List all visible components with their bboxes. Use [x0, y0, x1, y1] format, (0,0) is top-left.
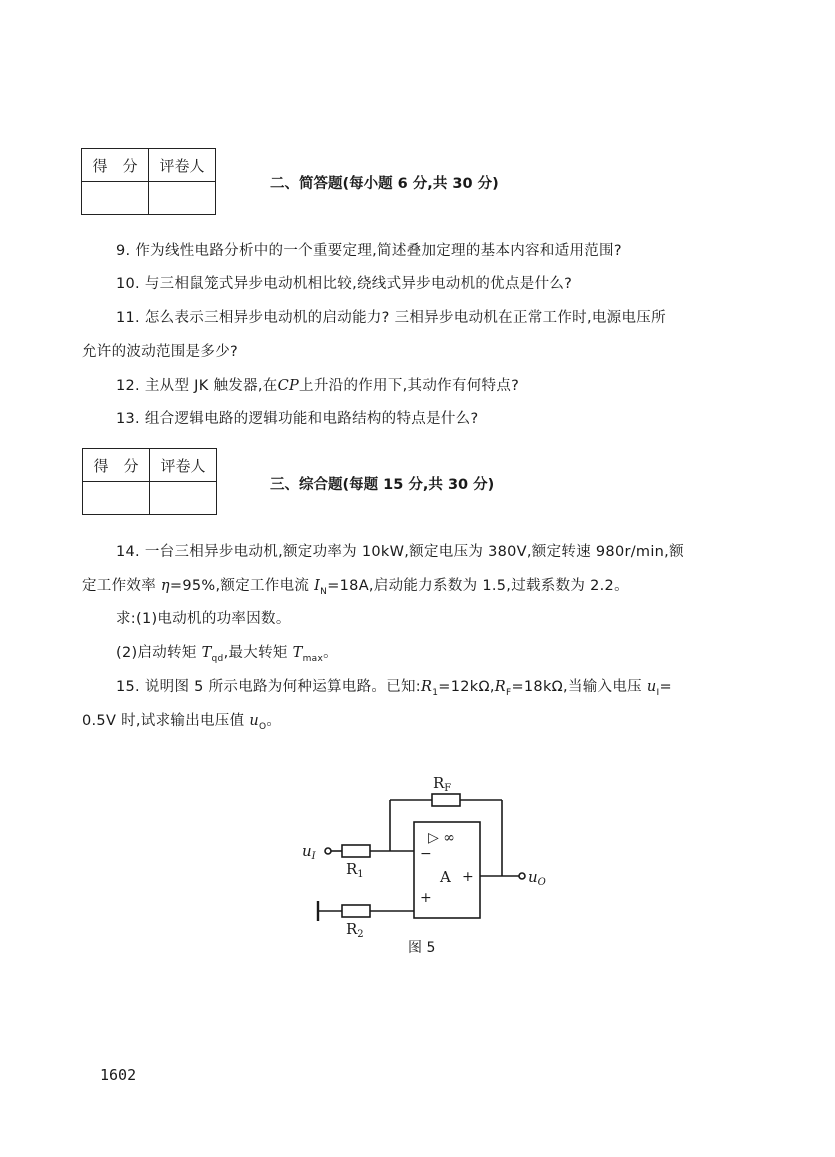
section-title-comprehensive: 三、综合题(每题 15 分,共 30 分): [270, 477, 495, 493]
score-table: [82, 448, 217, 515]
input-label: $u_I$: [302, 842, 316, 862]
output-terminal: [519, 873, 525, 879]
q12-rest: 上升沿的作用下,其动作有何特点?: [299, 378, 520, 394]
score-table: [81, 148, 216, 215]
grader-cell: [149, 182, 216, 215]
noninverting-sign: +: [420, 890, 432, 906]
page-code: 1602: [100, 1066, 137, 1084]
opamp-label: A: [440, 868, 451, 886]
question-10: 10. 与三相鼠笼式异步电动机相比较,绕线式异步电动机的优点是什么?: [116, 276, 573, 292]
grader-cell: [150, 482, 217, 515]
question-14-ask-1: 求:(1)电动机的功率因数。: [116, 611, 291, 627]
grader-header: 评卷人: [150, 449, 217, 482]
question-14: 14. 一台三相异步电动机,额定功率为 10kW,额定电压为 380V,额定转速 980r/min,额: [116, 544, 684, 560]
question-11: 11. 怎么表示三相异步电动机的启动能力? 三相异步电动机在正常工作时,电源电压所: [116, 310, 666, 326]
question-14-ask-2: (2)启动转矩 $T_{qd}$,最大转矩 $T_{max}$。: [116, 645, 338, 664]
score-cell: [82, 182, 149, 215]
figure-caption: 图 5: [408, 940, 436, 956]
grader-header: 评卷人: [149, 149, 216, 182]
resistor-rf: [432, 794, 460, 806]
q12-cp: CP: [277, 378, 300, 394]
r1-label: $R_1$: [346, 860, 364, 880]
inverting-sign: −: [420, 846, 432, 862]
resistor-r2: [342, 905, 370, 917]
section-title-short-answer: 二、简答题(每小题 6 分,共 30 分): [270, 176, 499, 192]
input-terminal: [325, 848, 331, 854]
q12-text: 12. 主从型 JK 触发器,在: [116, 378, 278, 394]
opamp-circuit-diagram: [290, 770, 570, 965]
score-header: 得 分: [83, 449, 150, 482]
score-header: 得 分: [82, 149, 149, 182]
output-label: $u_O$: [528, 868, 546, 888]
question-13: 13. 组合逻辑电路的逻辑功能和电路结构的特点是什么?: [116, 411, 479, 427]
question-12: [116, 374, 519, 395]
opamp-symbol: ▷ ∞: [428, 830, 455, 846]
question-11-cont: 允许的波动范围是多少?: [82, 344, 238, 360]
r2-label: $R_2$: [346, 920, 364, 940]
resistor-r1: [342, 845, 370, 857]
question-15-cont: 0.5V 时,试求输出电压值 $u_O$。: [82, 713, 282, 732]
rf-label: $R_F$: [433, 774, 452, 794]
output-sign: +: [462, 869, 474, 885]
score-cell: [83, 482, 150, 515]
question-15: 15. 说明图 5 所示电路为何种运算电路。已知$:R_1=12k\Omega,R_F=18k\Omega$,当输入电压 $u_I=$: [116, 679, 672, 698]
question-9: 9. 作为线性电路分析中的一个重要定理,简述叠加定理的基本内容和适用范围?: [116, 243, 622, 259]
question-14-cont: 定工作效率 η=95%,额定工作电流 $I_N=18A$,启动能力系数为 1.5,过载系数为 2.2。: [82, 578, 629, 597]
